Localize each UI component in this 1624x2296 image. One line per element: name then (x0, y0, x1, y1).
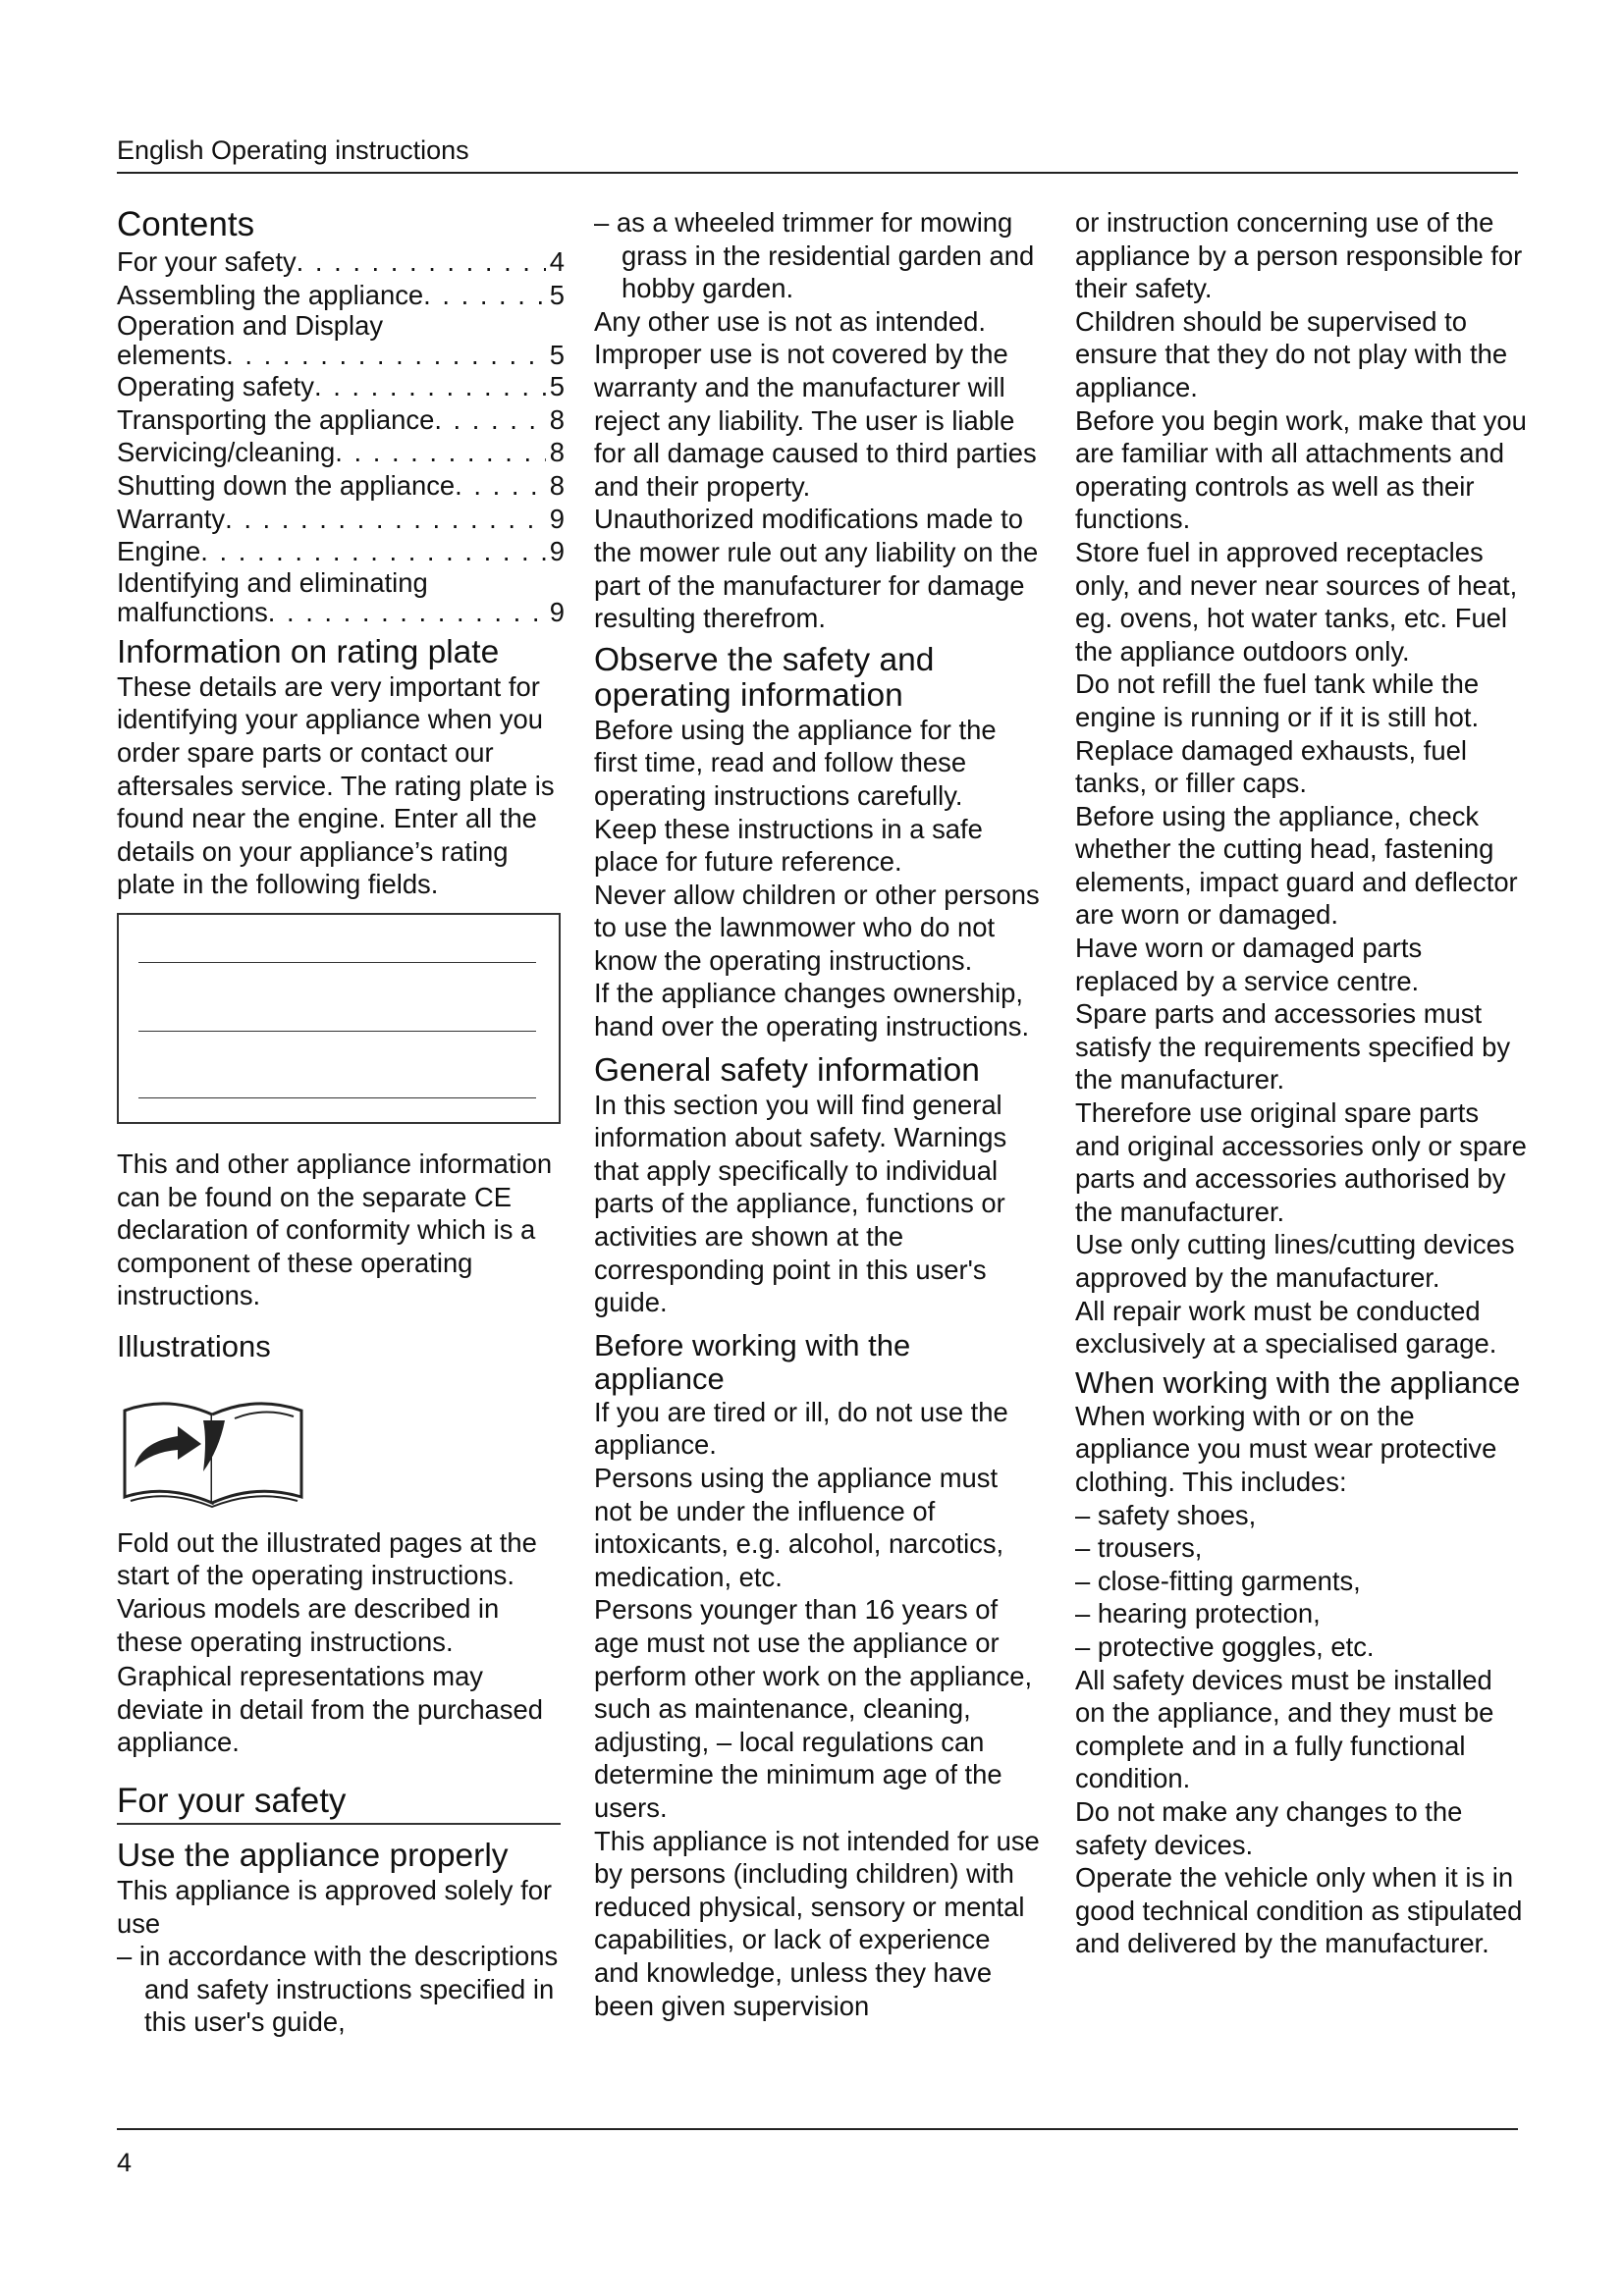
paragraph: Keep these instructions in a safe place for future reference. (594, 813, 983, 878)
rating-plate-fields (117, 913, 561, 1124)
illustrations-text-2: Graphical representations may deviate in detail from the purchased appliance. (117, 1661, 543, 1758)
paragraph: Before using the appliance, check whether the cutting head, fastening elements, impact guard and deflector are worn or damaged. (1075, 800, 1518, 931)
illustrations-heading: Illustrations (117, 1328, 271, 1363)
list-item: – protective goggles, etc. (1075, 1630, 1375, 1662)
use-list-item: – as a wheeled trimmer for mowing grass in the residential garden and hobby garden. (594, 207, 1035, 304)
footer-rule (117, 2128, 1518, 2130)
paragraph: Have worn or damaged parts replaced by a service centre. (1075, 933, 1423, 996)
paragraph: Use only cutting lines/cutting devices approved by the manufacturer. (1075, 1229, 1515, 1293)
paragraph: Any other use is not as intended. Improper use is not covered by the warranty and the manufacturer will reject any liability. The user is liable for all damage caused to third parties and their property. (594, 305, 1037, 502)
section-rule (117, 1823, 561, 1825)
rating-plate-text: These details are very important for identifying your appliance when you order spare parts or contact our aftersales service. The rating plate is found near the engine. Enter all the details on your appliance’s rating plate in the following fields. (117, 670, 555, 900)
column-2 (594, 206, 1041, 2022)
paragraph: Before you begin work, make that you are familiar with all attachments and operating controls as well as their functions. (1075, 404, 1527, 535)
paragraph: Do not make any changes to the safety devices. (1075, 1795, 1463, 1860)
page-number: 4 (117, 2148, 133, 2177)
list-item: – safety shoes, (1075, 1499, 1257, 1530)
toc-entry[interactable]: Engine . . . 9 (117, 535, 565, 568)
toc-entry[interactable]: Transporting the appliance . . . 8 (117, 403, 565, 437)
open-book-icon (117, 1381, 308, 1509)
illustrations-text-1: Fold out the illustrated pages at the start of the operating instructions. Various models are described in these operating instructions. (117, 1526, 537, 1657)
paragraph: Operate the vehicle only when it is in good technical condition as stipulated and delivered by the manufacturer. (1075, 1862, 1523, 1959)
table-of-contents (117, 245, 565, 627)
list-item: – close-fitting garments, (1075, 1565, 1361, 1596)
paragraph: When working with or on the appliance you must wear protective clothing. This includes: (1075, 1400, 1497, 1497)
paragraph: All repair work must be conducted exclusively at a specialised garage. (1075, 1295, 1497, 1360)
toc-entry[interactable]: Shutting down the appliance . . . 8 (117, 469, 565, 503)
paragraph: Persons using the appliance must not be under the influence of intoxicants, e.g. alcohol, narcotics, medication, etc. (594, 1463, 1004, 1592)
paragraph: All safety devices must be installed on the appliance, and they must be complete and in a fully functional condition. (1075, 1664, 1494, 1794)
paragraph: In this section you will find general information about safety. Warnings that apply specifically to individual parts of the appliance, functions or activities are shown at the corresponding point in this user's guide. (594, 1089, 1007, 1318)
paragraph: Spare parts and accessories must satisfy the requirements specified by the manufacturer. (1075, 998, 1511, 1095)
paragraph: Store fuel in approved receptacles only, and never near sources of heat, eg. ovens, hot water tanks, etc. Fuel the appliance outdoors only. (1075, 536, 1518, 667)
use-properly-text: This appliance is approved solely for use (117, 1875, 553, 1939)
paragraph: Never allow children or other persons to use the lawnmower who do not know the operating instructions. (594, 879, 1040, 976)
paragraph: This appliance is not intended for use by persons (including children) with reduced physical, sensory or mental capabilities, or lack of experience and knowledge, unless they have been given supervision (594, 1825, 1040, 2021)
paragraph: Replace damaged exhausts, fuel tanks, or filler caps. (1075, 734, 1467, 799)
before-working-heading: Before working with the appliance (594, 1327, 911, 1396)
toc-entry[interactable]: Assembling the appliance . . . 5 (117, 279, 565, 312)
toc-entry[interactable]: Warranty . . . 9 (117, 503, 565, 536)
observe-safety-heading: Observe the safety and operating information (594, 641, 935, 714)
list-item: – trousers, (1075, 1532, 1203, 1564)
paragraph: Unauthorized modifications made to the mower rule out any liability on the part of the manufacturer for damage resulting therefrom. (594, 504, 1039, 634)
paragraph: Before using the appliance for the first time, read and follow these operating instructions carefully. (594, 714, 997, 811)
safety-section-heading: For your safety (117, 1782, 347, 1821)
paragraph: or instruction concerning use of the appliance by a person responsible for their safety. (1075, 207, 1523, 304)
toc-entry[interactable]: Operation and Display elements . . . 5 (117, 311, 565, 370)
rating-field-line[interactable] (138, 962, 536, 963)
rating-plate-heading: Information on rating plate (117, 633, 500, 670)
paragraph: Therefore use original spare parts and original accessories only or spare parts and accessories authorised by the manufacturer. (1075, 1097, 1527, 1227)
general-safety-heading: General safety information (594, 1051, 980, 1089)
use-properly-heading: Use the appliance properly (117, 1838, 509, 1875)
toc-entry[interactable]: For your safety . . . 4 (117, 245, 565, 279)
paragraph: Children should be supervised to ensure that they do not play with the appliance. (1075, 305, 1508, 402)
protective-clothing-list (1075, 1499, 1527, 1664)
contents-heading: Contents (117, 205, 255, 243)
toc-entry[interactable]: Servicing/cleaning . . . 8 (117, 436, 565, 469)
paragraph: Do not refill the fuel tank while the engine is running or if it is still hot. (1075, 668, 1480, 732)
when-working-heading: When working with the appliance (1075, 1364, 1521, 1400)
paragraph: If you are tired or ill, do not use the appliance. (594, 1396, 1008, 1461)
running-header: English Operating instructions (117, 135, 469, 165)
toc-entry[interactable]: Operating safety . . . 5 (117, 370, 565, 403)
header-rule (117, 172, 1518, 174)
ce-declaration-text: This and other appliance information can be found on the separate CE declaration of conformity which is a component of these operating instructions. (117, 1148, 553, 1311)
paragraph: If the appliance changes ownership, hand over the operating instructions. (594, 978, 1030, 1042)
use-list-item: – in accordance with the descriptions and safety instructions specified in this user's guide, (117, 1941, 559, 2038)
column-3 (1075, 206, 1527, 1960)
rating-field-line[interactable] (138, 1097, 536, 1098)
rating-field-line[interactable] (138, 1031, 536, 1032)
paragraph: Persons younger than 16 years of age must not use the appliance or perform other work on the appliance, such as maintenance, cleaning, adjusting, – local regulations can determine the minimum age of the users. (594, 1594, 1033, 1823)
list-item: – hearing protection, (1075, 1598, 1321, 1629)
column-1 (117, 206, 565, 2039)
toc-entry[interactable]: Identifying and eliminating malfunctions . . . 9 (117, 568, 565, 627)
